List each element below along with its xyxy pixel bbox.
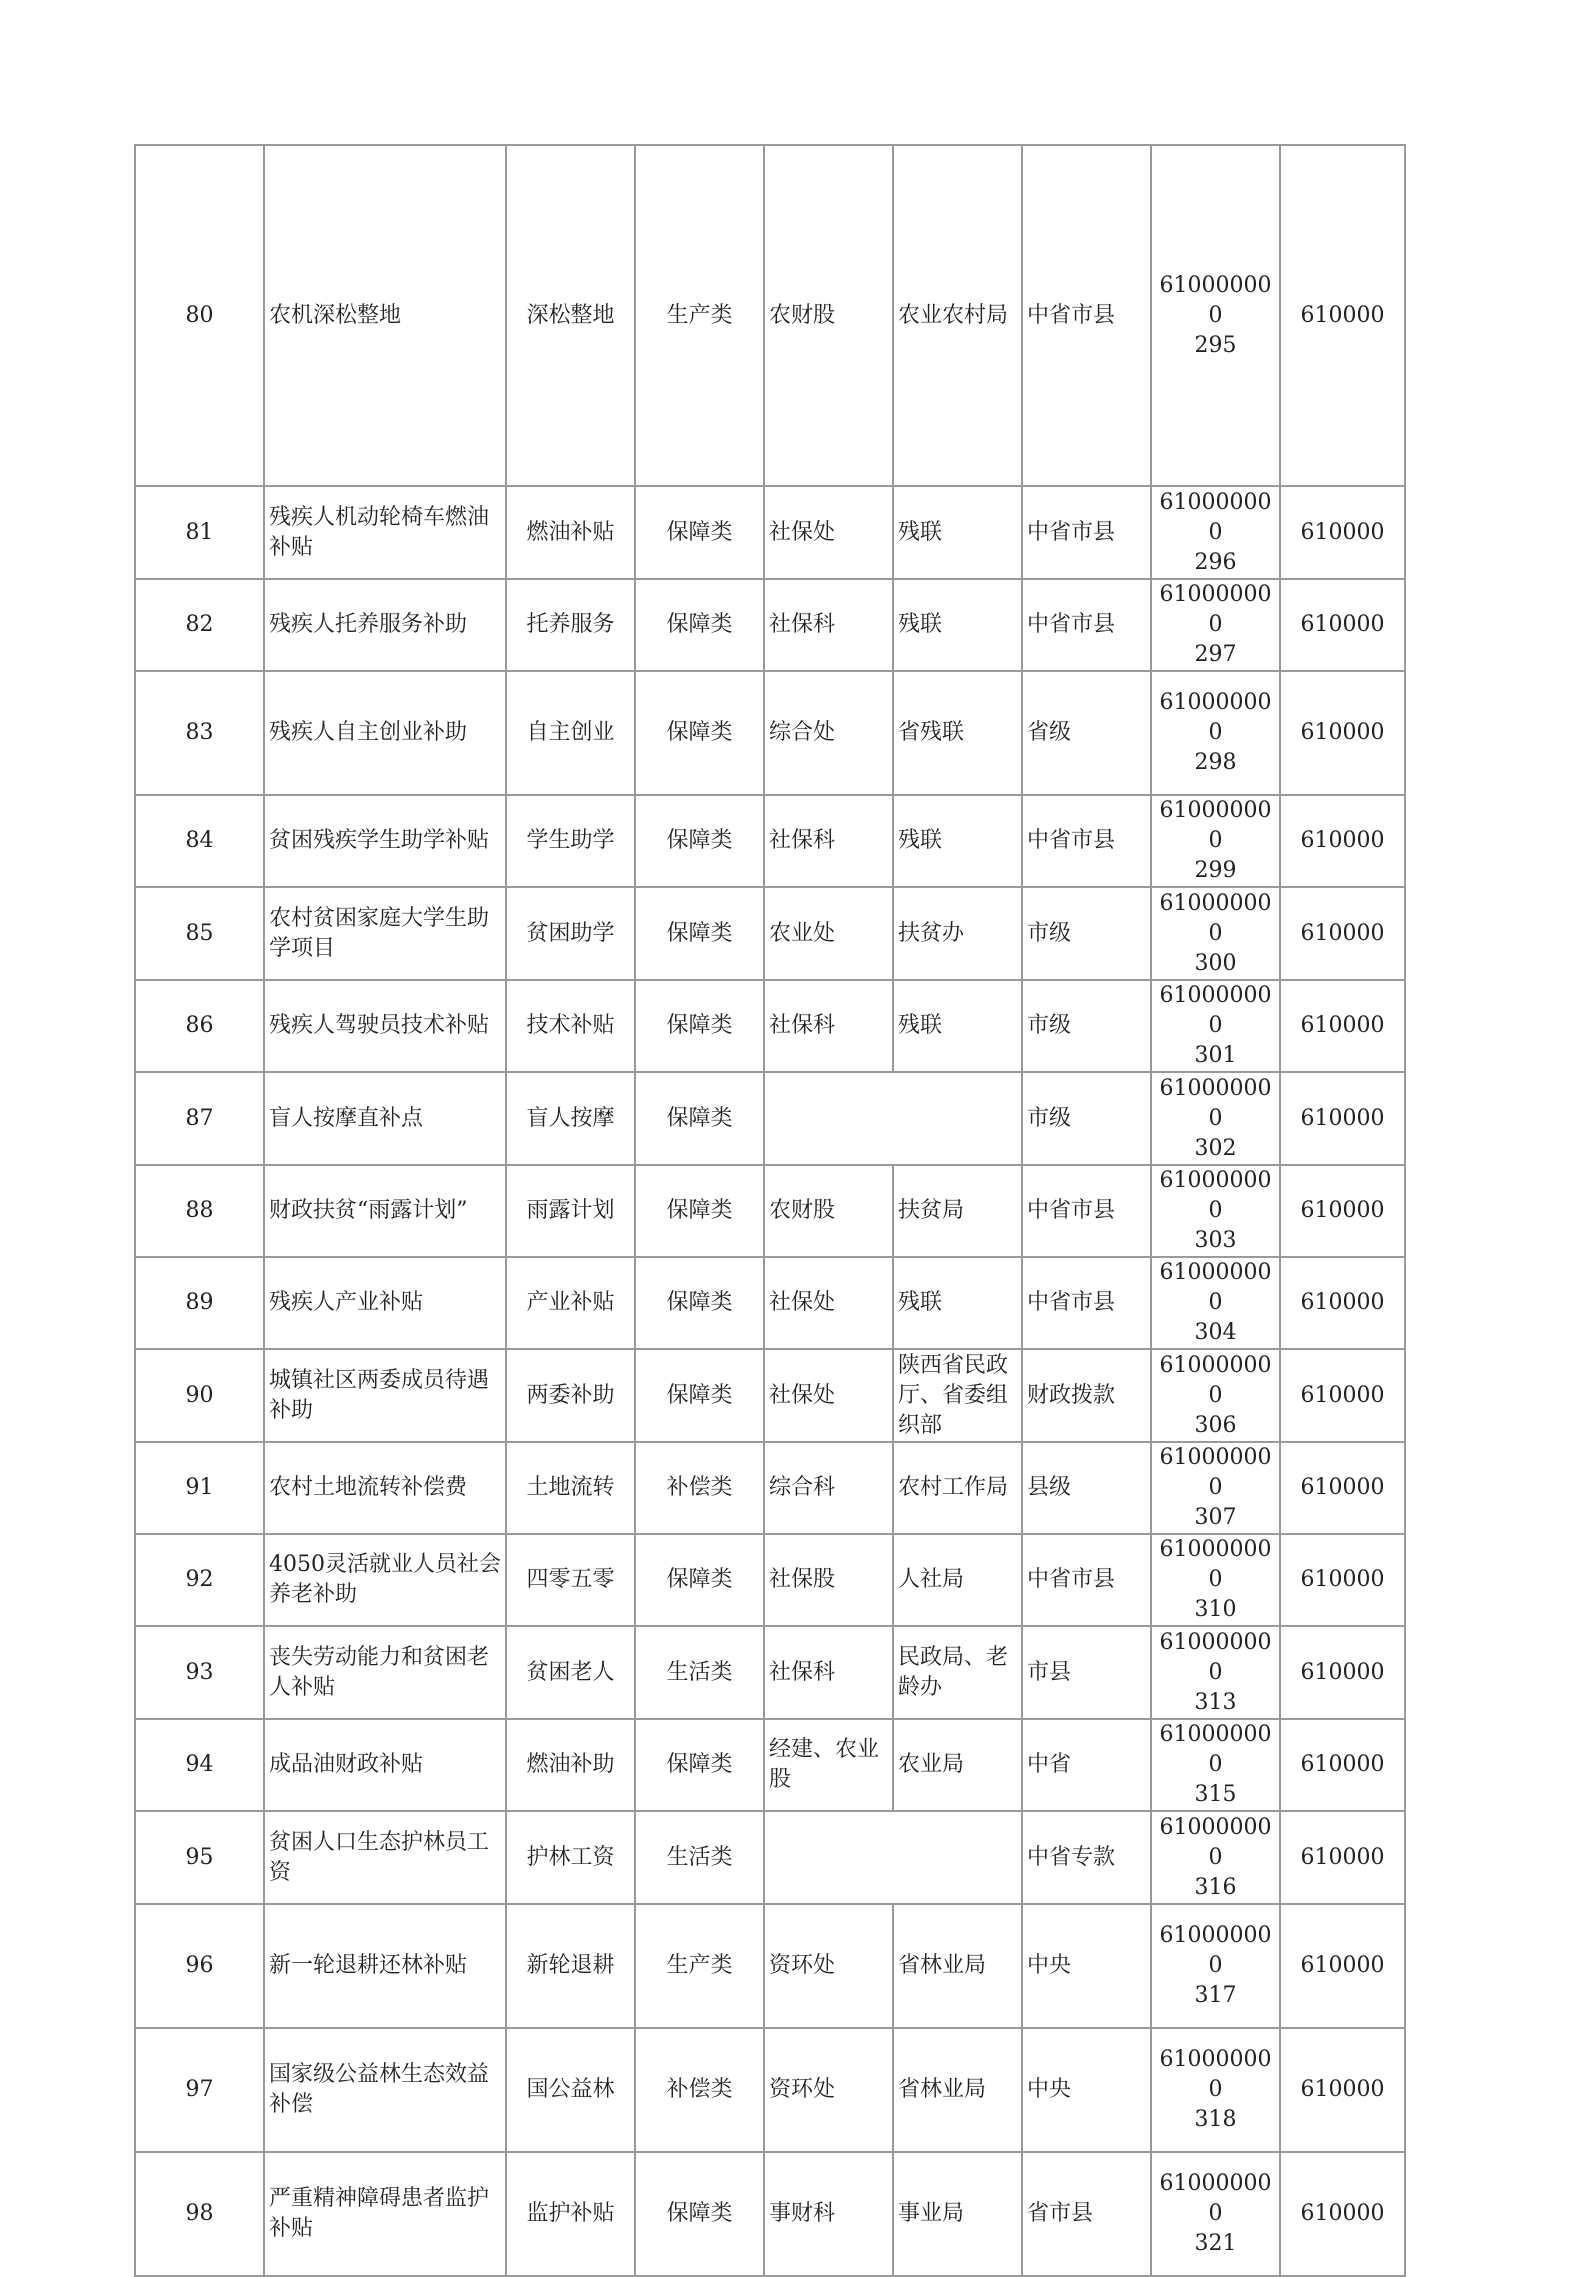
- item-name: 残疾人驾驶员技术补贴: [264, 980, 506, 1072]
- table-row: [135, 980, 1405, 1072]
- table-row: [135, 1811, 1405, 1904]
- table-row: [135, 671, 1405, 795]
- department: 事财科: [764, 2152, 893, 2276]
- item-code: 610000000 298: [1151, 671, 1280, 795]
- item-name: 盲人按摩直补点: [264, 1072, 506, 1165]
- short-name: 新轮退耕: [506, 1904, 635, 2028]
- row-number: 84: [135, 795, 264, 887]
- category: 生活类: [635, 1811, 764, 1904]
- item-name: 严重精神障碍患者监护补贴: [264, 2152, 506, 2276]
- agency: 事业局: [893, 2152, 1022, 2276]
- category: 生产类: [635, 145, 764, 486]
- row-number: 90: [135, 1349, 264, 1442]
- fund-level: 省市县: [1022, 2152, 1151, 2276]
- region-code: 610000: [1280, 1165, 1405, 1257]
- region-code: 610000: [1280, 1349, 1405, 1442]
- table-row: [135, 1534, 1405, 1626]
- item-name: 残疾人托养服务补助: [264, 579, 506, 671]
- item-name: 国家级公益林生态效益补偿: [264, 2028, 506, 2152]
- category: 保障类: [635, 1534, 764, 1626]
- region-code: 610000: [1280, 1072, 1405, 1165]
- department: 社保处: [764, 486, 893, 579]
- table-row: [135, 1719, 1405, 1811]
- fund-level: 市级: [1022, 1072, 1151, 1165]
- fund-level: 中央: [1022, 1904, 1151, 2028]
- item-code: 610000000 307: [1151, 1442, 1280, 1534]
- fund-level: 省级: [1022, 671, 1151, 795]
- category: 保障类: [635, 579, 764, 671]
- row-number: 83: [135, 671, 264, 795]
- short-name: 四零五零: [506, 1534, 635, 1626]
- department: 社保处: [764, 1257, 893, 1349]
- category: 补偿类: [635, 1442, 764, 1534]
- agency: 省林业局: [893, 2028, 1022, 2152]
- fund-level: 中省市县: [1022, 1257, 1151, 1349]
- fund-level: 财政拨款: [1022, 1349, 1151, 1442]
- item-name: 残疾人机动轮椅车燃油补贴: [264, 486, 506, 579]
- region-code: 610000: [1280, 145, 1405, 486]
- item-name: 农村土地流转补偿费: [264, 1442, 506, 1534]
- row-number: 88: [135, 1165, 264, 1257]
- table-row: [135, 145, 1405, 486]
- item-name: 4050灵活就业人员社会养老补助: [264, 1534, 506, 1626]
- department: [764, 1072, 1022, 1165]
- region-code: 610000: [1280, 2152, 1405, 2276]
- fund-level: 中省市县: [1022, 579, 1151, 671]
- short-name: 监护补贴: [506, 2152, 635, 2276]
- item-name: 财政扶贫“雨露计划”: [264, 1165, 506, 1257]
- short-name: 土地流转: [506, 1442, 635, 1534]
- category: 生产类: [635, 1904, 764, 2028]
- table-row: [135, 1349, 1405, 1442]
- short-name: 雨露计划: [506, 1165, 635, 1257]
- table-row: [135, 579, 1405, 671]
- row-number: 86: [135, 980, 264, 1072]
- department: 资环处: [764, 1904, 893, 2028]
- item-code: 610000000 297: [1151, 579, 1280, 671]
- category: 保障类: [635, 2152, 764, 2276]
- row-number: 91: [135, 1442, 264, 1534]
- fund-level: 中央: [1022, 2028, 1151, 2152]
- row-number: 94: [135, 1719, 264, 1811]
- item-name: 农村贫困家庭大学生助学项目: [264, 887, 506, 980]
- item-code: 610000000 306: [1151, 1349, 1280, 1442]
- category: 保障类: [635, 1165, 764, 1257]
- item-code: 610000000 301: [1151, 980, 1280, 1072]
- row-number: 93: [135, 1626, 264, 1719]
- item-code: 610000000 316: [1151, 1811, 1280, 1904]
- row-number: 87: [135, 1072, 264, 1165]
- subsidy-table: [134, 144, 1406, 2277]
- item-name: 贫困人口生态护林员工资: [264, 1811, 506, 1904]
- table-row: [135, 1072, 1405, 1165]
- agency: 残联: [893, 579, 1022, 671]
- department: 社保科: [764, 795, 893, 887]
- category: 保障类: [635, 1719, 764, 1811]
- row-number: 97: [135, 2028, 264, 2152]
- region-code: 610000: [1280, 1442, 1405, 1534]
- table-row: [135, 887, 1405, 980]
- short-name: 自主创业: [506, 671, 635, 795]
- table-row: [135, 1442, 1405, 1534]
- department: 社保股: [764, 1534, 893, 1626]
- row-number: 98: [135, 2152, 264, 2276]
- department: 社保科: [764, 980, 893, 1072]
- table-row: [135, 1904, 1405, 2028]
- item-code: 610000000 317: [1151, 1904, 1280, 2028]
- agency: 民政局、老龄办: [893, 1626, 1022, 1719]
- table-row: [135, 1257, 1405, 1349]
- short-name: 技术补贴: [506, 980, 635, 1072]
- short-name: 贫困老人: [506, 1626, 635, 1719]
- row-number: 89: [135, 1257, 264, 1349]
- region-code: 610000: [1280, 795, 1405, 887]
- item-name: 丧失劳动能力和贫困老人补贴: [264, 1626, 506, 1719]
- department: [764, 1811, 1022, 1904]
- region-code: 610000: [1280, 579, 1405, 671]
- row-number: 80: [135, 145, 264, 486]
- item-code: 610000000 321: [1151, 2152, 1280, 2276]
- table-row: [135, 2152, 1405, 2276]
- row-number: 82: [135, 579, 264, 671]
- fund-level: 市级: [1022, 980, 1151, 1072]
- row-number: 81: [135, 486, 264, 579]
- region-code: 610000: [1280, 1534, 1405, 1626]
- item-code: 610000000 315: [1151, 1719, 1280, 1811]
- item-name: 成品油财政补贴: [264, 1719, 506, 1811]
- agency: 省林业局: [893, 1904, 1022, 2028]
- item-code: 610000000 300: [1151, 887, 1280, 980]
- item-name: 农机深松整地: [264, 145, 506, 486]
- department: 经建、农业股: [764, 1719, 893, 1811]
- region-code: 610000: [1280, 887, 1405, 980]
- table-body: [135, 145, 1405, 2276]
- short-name: 燃油补助: [506, 1719, 635, 1811]
- short-name: 深松整地: [506, 145, 635, 486]
- department: 综合处: [764, 671, 893, 795]
- item-code: 610000000 296: [1151, 486, 1280, 579]
- category: 保障类: [635, 671, 764, 795]
- department: 农财股: [764, 145, 893, 486]
- short-name: 盲人按摩: [506, 1072, 635, 1165]
- table-row: [135, 795, 1405, 887]
- region-code: 610000: [1280, 1257, 1405, 1349]
- fund-level: 市县: [1022, 1626, 1151, 1719]
- table-row: [135, 1165, 1405, 1257]
- item-code: 610000000 303: [1151, 1165, 1280, 1257]
- table-row: [135, 1626, 1405, 1719]
- row-number: 95: [135, 1811, 264, 1904]
- item-code: 610000000 318: [1151, 2028, 1280, 2152]
- category: 补偿类: [635, 2028, 764, 2152]
- fund-level: 县级: [1022, 1442, 1151, 1534]
- fund-level: 市级: [1022, 887, 1151, 980]
- fund-level: 中省市县: [1022, 795, 1151, 887]
- item-name: 残疾人自主创业补助: [264, 671, 506, 795]
- fund-level: 中省: [1022, 1719, 1151, 1811]
- item-name: 贫困残疾学生助学补贴: [264, 795, 506, 887]
- fund-level: 中省市县: [1022, 1165, 1151, 1257]
- category: 保障类: [635, 1257, 764, 1349]
- fund-level: 中省市县: [1022, 486, 1151, 579]
- department: 社保科: [764, 579, 893, 671]
- region-code: 610000: [1280, 671, 1405, 795]
- region-code: 610000: [1280, 1811, 1405, 1904]
- category: 保障类: [635, 486, 764, 579]
- department: 资环处: [764, 2028, 893, 2152]
- category: 保障类: [635, 887, 764, 980]
- agency: 陕西省民政厅、省委组织部: [893, 1349, 1022, 1442]
- item-code: 610000000 302: [1151, 1072, 1280, 1165]
- row-number: 85: [135, 887, 264, 980]
- short-name: 燃油补贴: [506, 486, 635, 579]
- category: 保障类: [635, 1349, 764, 1442]
- item-code: 610000000 304: [1151, 1257, 1280, 1349]
- row-number: 96: [135, 1904, 264, 2028]
- fund-level: 中省专款: [1022, 1811, 1151, 1904]
- region-code: 610000: [1280, 980, 1405, 1072]
- item-code: 610000000 310: [1151, 1534, 1280, 1626]
- agency: 农业局: [893, 1719, 1022, 1811]
- agency: 农业农村局: [893, 145, 1022, 486]
- short-name: 托养服务: [506, 579, 635, 671]
- item-code: 610000000 295: [1151, 145, 1280, 486]
- category: 保障类: [635, 1072, 764, 1165]
- department: 社保科: [764, 1626, 893, 1719]
- agency: 扶贫局: [893, 1165, 1022, 1257]
- department: 农财股: [764, 1165, 893, 1257]
- short-name: 贫困助学: [506, 887, 635, 980]
- agency: 残联: [893, 1257, 1022, 1349]
- department: 社保处: [764, 1349, 893, 1442]
- item-name: 新一轮退耕还林补贴: [264, 1904, 506, 2028]
- short-name: 两委补助: [506, 1349, 635, 1442]
- fund-level: 中省市县: [1022, 145, 1151, 486]
- fund-level: 中省市县: [1022, 1534, 1151, 1626]
- agency: 省残联: [893, 671, 1022, 795]
- category: 保障类: [635, 795, 764, 887]
- agency: 人社局: [893, 1534, 1022, 1626]
- category: 保障类: [635, 980, 764, 1072]
- agency: 残联: [893, 486, 1022, 579]
- short-name: 国公益林: [506, 2028, 635, 2152]
- region-code: 610000: [1280, 2028, 1405, 2152]
- item-code: 610000000 313: [1151, 1626, 1280, 1719]
- table-row: [135, 2028, 1405, 2152]
- item-code: 610000000 299: [1151, 795, 1280, 887]
- short-name: 学生助学: [506, 795, 635, 887]
- region-code: 610000: [1280, 1626, 1405, 1719]
- agency: 残联: [893, 980, 1022, 1072]
- region-code: 610000: [1280, 1904, 1405, 2028]
- item-name: 残疾人产业补贴: [264, 1257, 506, 1349]
- department: 综合科: [764, 1442, 893, 1534]
- table-row: [135, 486, 1405, 579]
- category: 生活类: [635, 1626, 764, 1719]
- agency: 残联: [893, 795, 1022, 887]
- region-code: 610000: [1280, 486, 1405, 579]
- short-name: 护林工资: [506, 1811, 635, 1904]
- row-number: 92: [135, 1534, 264, 1626]
- agency: 农村工作局: [893, 1442, 1022, 1534]
- agency: 扶贫办: [893, 887, 1022, 980]
- short-name: 产业补贴: [506, 1257, 635, 1349]
- region-code: 610000: [1280, 1719, 1405, 1811]
- department: 农业处: [764, 887, 893, 980]
- item-name: 城镇社区两委成员待遇补助: [264, 1349, 506, 1442]
